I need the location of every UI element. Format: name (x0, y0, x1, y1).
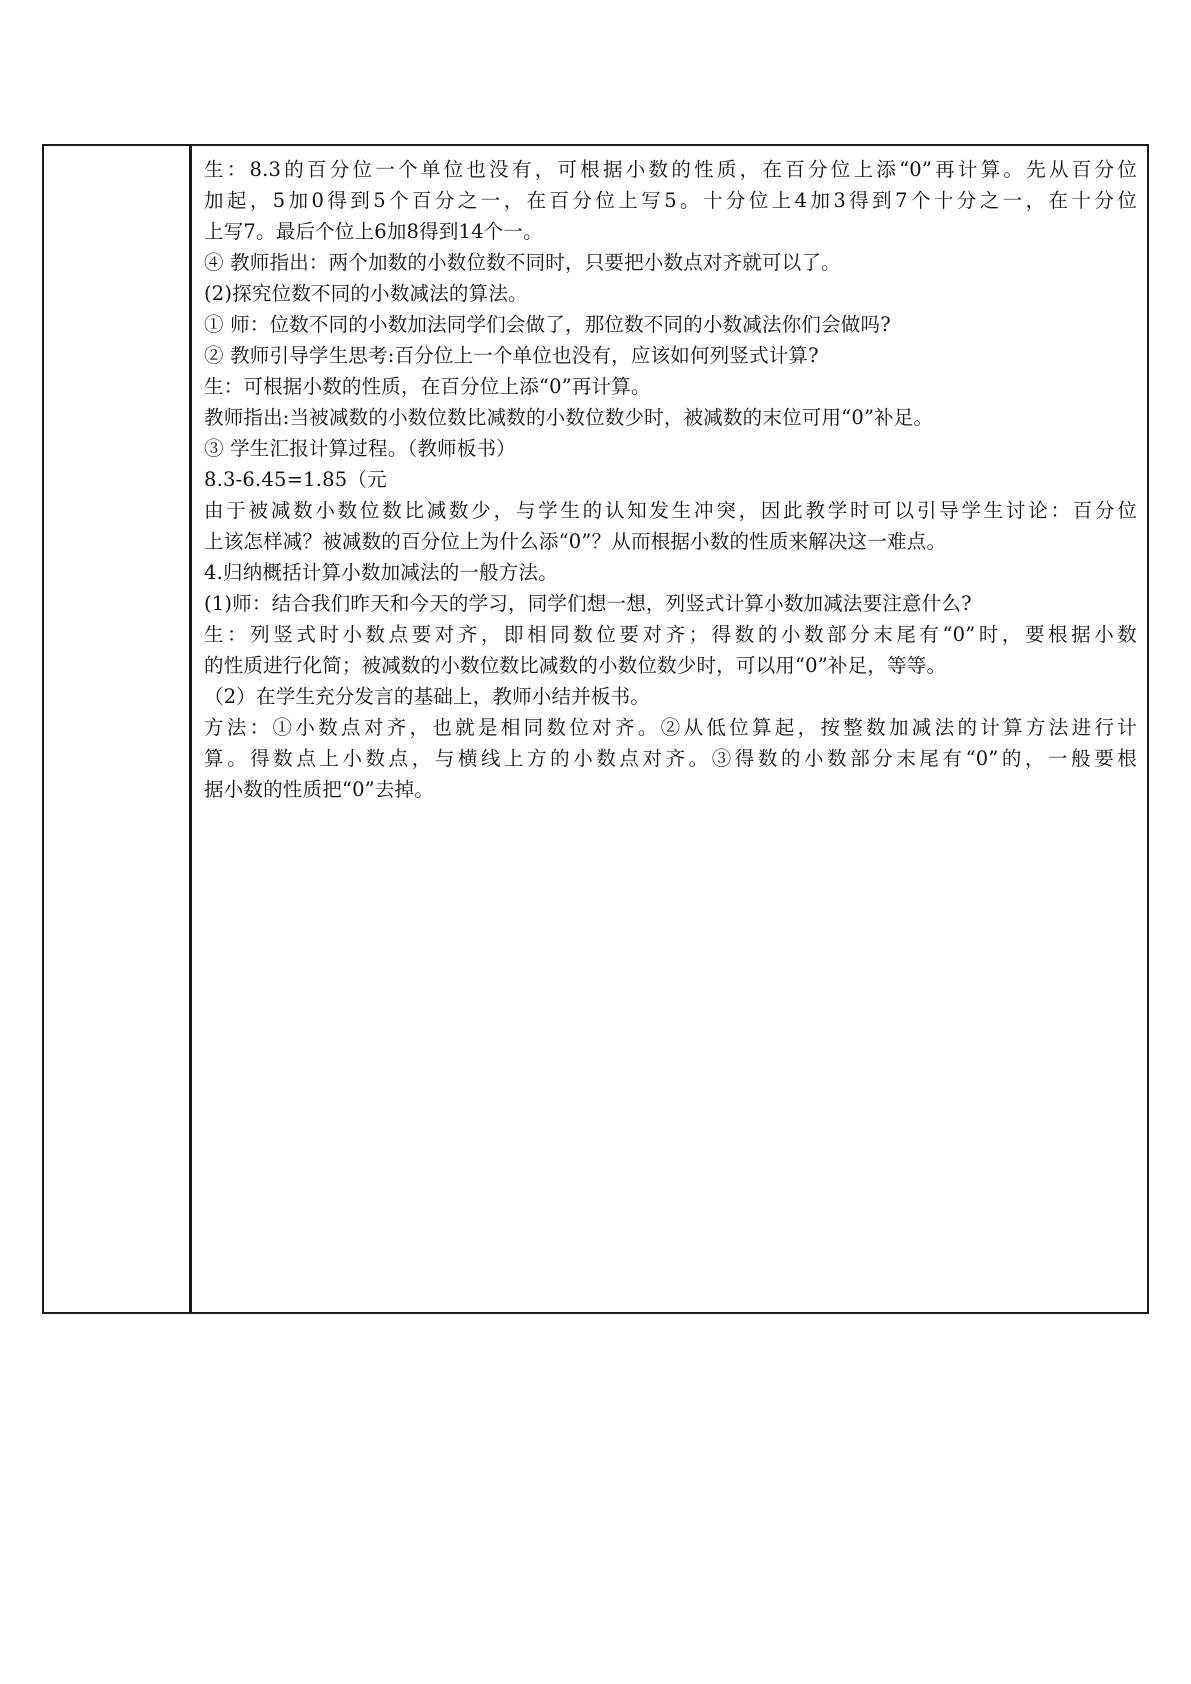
text-line: 4.归纳概括计算小数加减法的一般方法。 (204, 561, 558, 584)
text-line: (1)师：结合我们昨天和今天的学习，同学们想一想，列竖式计算小数加减法要注意什么? (204, 592, 972, 615)
left-column-cell (44, 146, 192, 1312)
text-line: 上写7。最后个位上6加8得到14个一。 (204, 220, 543, 243)
text-line: 加起，5加0得到5个百分之一，在百分位上写5。十分位上4加3得到7个十分之一，在十分位 (204, 189, 1137, 212)
text-line: (2)探究位数不同的小数减法的算法。 (204, 282, 528, 305)
text-line: 生：8.3的百分位一个单位也没有，可根据小数的性质，在百分位上添“0”再计算。先从百分位 (204, 158, 1137, 181)
lesson-content-cell (192, 146, 1147, 1312)
text-line: 据小数的性质把“0”去掉。 (204, 778, 434, 801)
lesson-table (42, 144, 1149, 1314)
text-line: （2）在学生充分发言的基础上，教师小结并板书。 (204, 685, 651, 708)
text-line: ③ 学生汇报计算过程。（教师板书） (204, 437, 516, 460)
text-line: 由于被减数小数位数比减数少，与学生的认知发生冲突，因此教学时可以引导学生讨论：百分位 (204, 499, 1137, 522)
text-line: 教师指出:当被减数的小数位数比减数的小数位数少时，被减数的末位可用“0”补足。 (204, 406, 934, 429)
text-line: 8.3-6.45=1.85（元 (204, 468, 387, 491)
text-line: 生：列竖式时小数点要对齐，即相同数位要对齐；得数的小数部分末尾有“0”时，要根据小数 (204, 623, 1137, 646)
text-line: 生：可根据小数的性质，在百分位上添“0”再计算。 (204, 375, 651, 398)
text-line: 算。得数点上小数点，与横线上方的小数点对齐。③得数的小数部分末尾有“0”的，一般要根 (204, 747, 1137, 770)
text-line: ④ 教师指出：两个加数的小数位数不同时，只要把小数点对齐就可以了。 (204, 251, 841, 274)
text-line: ② 教师引导学生思考:百分位上一个单位也没有，应该如何列竖式计算? (204, 344, 819, 367)
text-line: 方法：①小数点对齐，也就是相同数位对齐。②从低位算起，按整数加减法的计算方法进行计 (204, 716, 1137, 739)
text-line: 上该怎样减？被减数的百分位上为什么添“0”？从而根据小数的性质来解决这一难点。 (204, 530, 947, 553)
text-line: 的性质进行化简；被减数的小数位数比减数的小数位数少时，可以用“0”补足，等等。 (204, 654, 947, 677)
text-line: ① 师：位数不同的小数加法同学们会做了，那位数不同的小数减法你们会做吗? (204, 313, 891, 336)
